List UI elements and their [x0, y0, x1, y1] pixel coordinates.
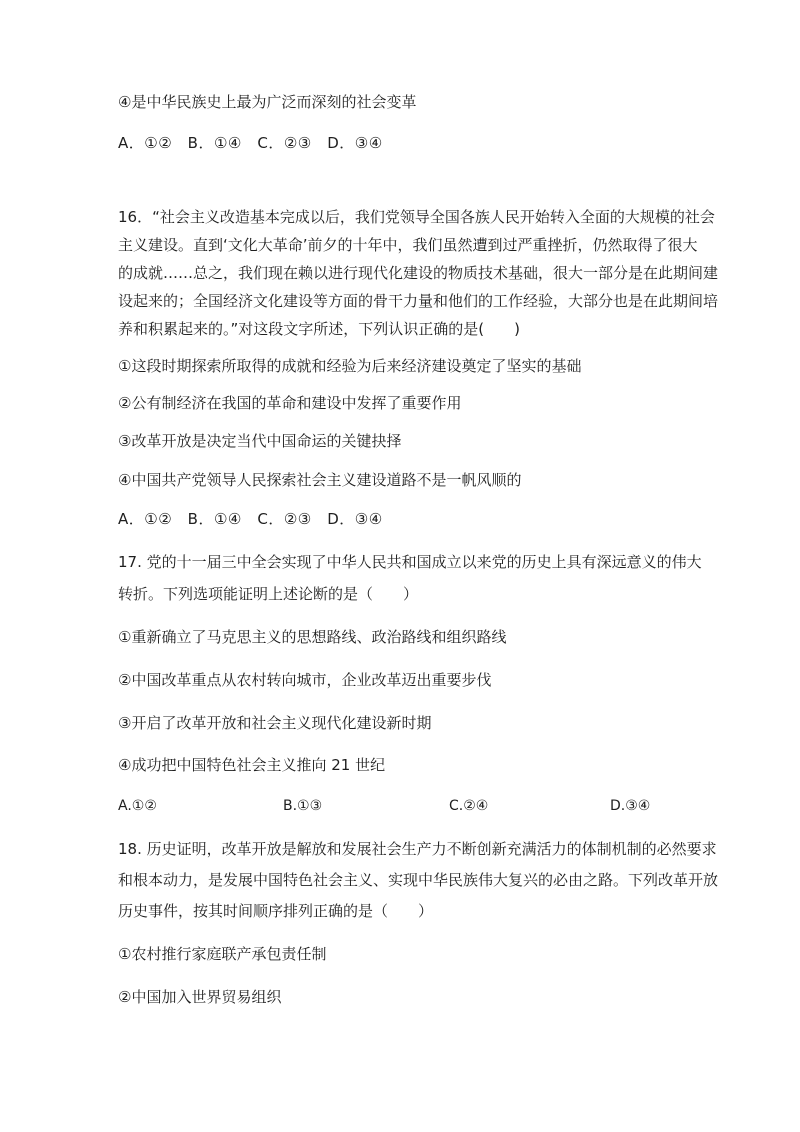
q17-options: [118, 796, 678, 816]
q16-stem-line-2: 主义建设。直到‘文化大革命’前夕的十年中，我们虽然遭到过严重挫折，仍然取得了很大: [118, 236, 698, 254]
q18-stem-line-1: 18. 历史证明，改革开放是解放和发展社会生产力不断创新充满活力的体制机制的必然要求: [118, 840, 717, 858]
q16-stem-line-1: 16．“社会主义改造基本完成以后，我们党领导全国各族人民开始转入全面的大规模的社会: [118, 208, 715, 226]
q17-option-d: D.③④: [610, 798, 651, 814]
q16-stem-line-3: 的成就……总之，我们现在赖以进行现代化建设的物质技术基础，很大一部分是在此期间建: [118, 264, 719, 282]
q15-options: A．①② B．①④ C．②③ D．③④: [118, 134, 383, 152]
q17-item-4: ④成功把中国特色社会主义推向 21 世纪: [118, 756, 386, 774]
q17-option-c: C.②④: [449, 798, 489, 814]
q16-options: A．①② B．①④ C．②③ D．③④: [118, 510, 383, 528]
q18-stem-line-2: 和根本动力，是发展中国特色社会主义、实现中华民族伟大复兴的必由之路。下列改革开放: [118, 871, 719, 889]
q18-item-1: ①农村推行家庭联产承包责任制: [118, 945, 327, 963]
q17-item-1: ①重新确立了马克思主义的思想路线、政治路线和组织路线: [118, 628, 507, 646]
q16-item-3: ③改革开放是决定当代中国命运的关键抉择: [118, 432, 402, 450]
q17-option-a: A.①②: [118, 798, 157, 814]
q15-item-4: ④是中华民族史上最为广泛而深刻的社会变革: [118, 93, 417, 111]
q16-item-2: ②公有制经济在我国的革命和建设中发挥了重要作用: [118, 394, 462, 412]
q16-stem-line-4: 设起来的；全国经济文化建设等方面的骨干力量和他们的工作经验，大部分也是在此期间培: [118, 292, 719, 310]
q17-stem-line-1: 17. 党的十一届三中全会实现了中华人民共和国成立以来党的历史上具有深远意义的伟大: [118, 553, 702, 571]
q16-stem-line-5: 养和积累起来的。”对这段文字所述，下列认识正确的是( ): [118, 320, 520, 338]
q18-stem-line-3: 历史事件，按其时间顺序排列正确的是（ ）: [118, 902, 434, 920]
q17-item-2: ②中国改革重点从农村转向城市，企业改革迈出重要步伐: [118, 671, 492, 689]
q17-option-b: B.①③: [283, 798, 323, 814]
q18-item-2: ②中国加入世界贸易组织: [118, 988, 282, 1006]
q16-item-4: ④中国共产党领导人民探索社会主义建设道路不是一帆风顺的: [118, 471, 522, 489]
q16-item-1: ①这段时期探索所取得的成就和经验为后来经济建设奠定了坚实的基础: [118, 357, 582, 375]
q17-item-3: ③开启了改革开放和社会主义现代化建设新时期: [118, 714, 432, 732]
q17-stem-line-2: 转折。下列选项能证明上述论断的是（ ）: [118, 585, 419, 603]
